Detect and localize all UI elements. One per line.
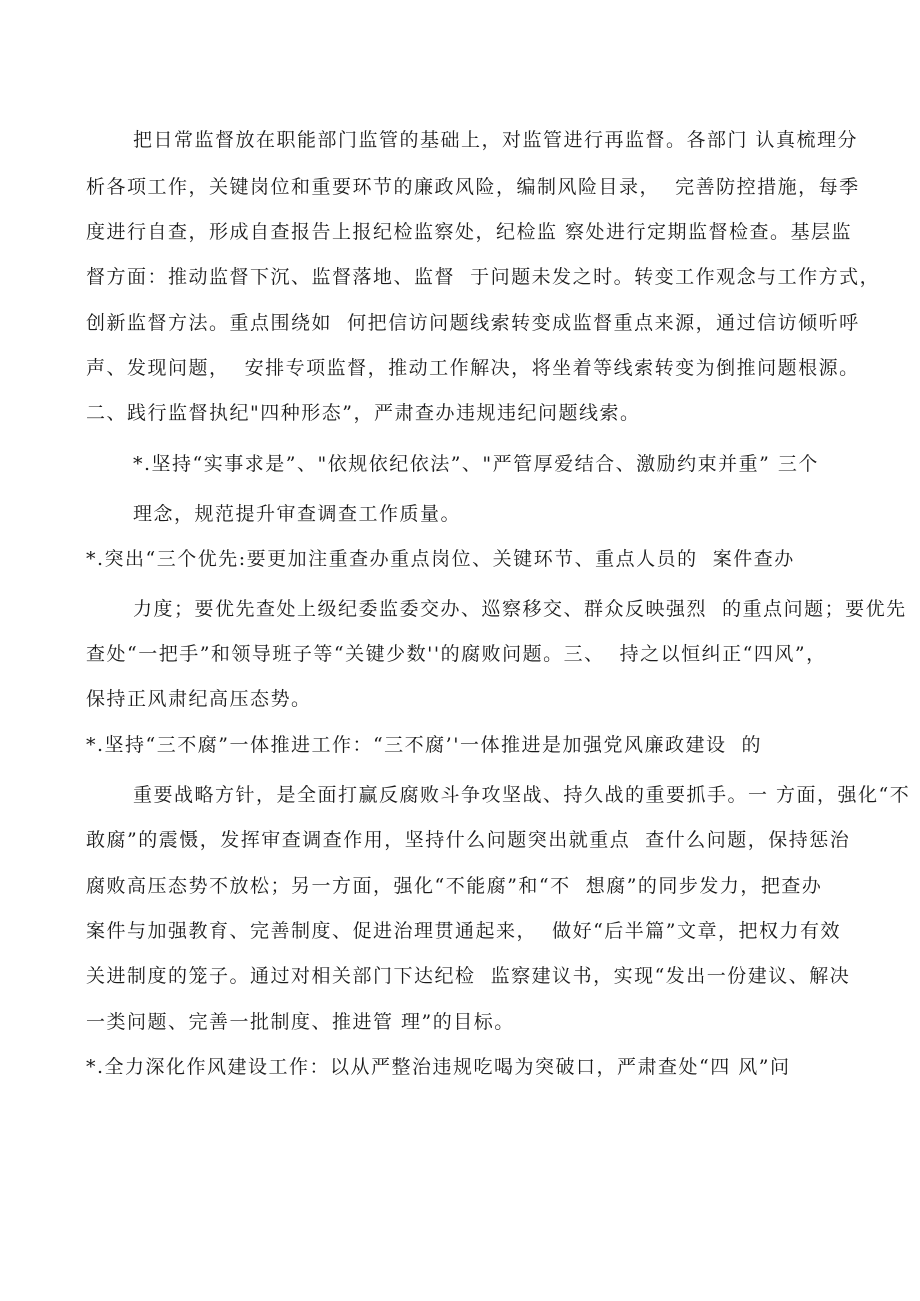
paragraph-1-line-2: 析各项工作，关键岗位和重要环节的廉政风险，编制风险目录， 完善防控措施，每季: [86, 176, 860, 198]
paragraph-4-line-3: 敢腐”的震慑，发挥审查调查作用，坚持什么问题突出就重点 查什么问题，保持惩治: [86, 829, 851, 851]
paragraph-5-line-1: *.全力深化作风建设工作：以从严整治违规吃喝为突破口，严肃查处“四 风”问: [86, 1056, 791, 1078]
section-heading-2: 二、践行监督执纪"四种形态”，严肃查办违规违纪问题线索。: [86, 402, 641, 424]
paragraph-1-line-4: 督方面：推动监督下沉、监督落地、监督 于问题未发之时。转变工作观念与工作方式，: [86, 266, 881, 288]
paragraph-2-line-1: *.坚持“实事求是”、"依规依纪依法”、"严管厚爱结合、激励约束并重” 三个: [133, 453, 819, 475]
paragraph-4-line-6: 关进制度的笼子。通过对相关部门下达纪检 监察建议书，实现“发出一份建议、解决: [86, 965, 851, 987]
paragraph-1-line-5: 创新监督方法。重点围绕如 何把信访问题线索转变成监督重点来源，通过信访倾听呼: [86, 312, 860, 334]
paragraph-4-line-4: 腐败高压态势不放松；另一方面，强化“不能腐”和“不 想腐”的同步发力，把查办: [86, 875, 823, 897]
paragraph-3-line-3: 查处“一把手”和领导班子等“关键少数''的腐败问题。三、 持之以恒纠正“四风”，: [86, 643, 827, 665]
paragraph-4-line-7: 一类问题、完善一批制度、推进管 理”的目标。: [86, 1011, 515, 1033]
paragraph-4-line-2: 重要战略方针，是全面打赢反腐败斗争攻坚战、持久战的重要抓手。一 方面，强化“不: [133, 784, 911, 806]
paragraph-3-line-2: 力度；要优先查处上级纪委监委交办、巡察移交、群众反映强烈 的重点问题；要优先: [133, 598, 907, 620]
paragraph-3-line-4: 保持正风肃纪高压态势。: [86, 688, 312, 710]
paragraph-1-line-3: 度进行自查，形成自查报告上报纪检监察处，纪检监 察处进行定期监督检查。基层监: [86, 221, 853, 243]
paragraph-1-line-1: 把日常监督放在职能部门监管的基础上，对监管进行再监督。各部门 认真梳理分: [133, 129, 859, 151]
paragraph-1-line-6: 声、发现问题， 安排专项监督，推动工作解决，将坐着等线索转变为倒推问题根源。: [86, 357, 860, 379]
paragraph-4-line-5: 案件与加强教育、完善制度、促进治理贯通起来， 做好“后半篇”文章，把权力有效: [86, 920, 842, 942]
paragraph-2-line-2: 理念，规范提升审查调查工作质量。: [133, 503, 462, 525]
paragraph-4-line-1: *.坚持“三不腐”一体推进工作：“三不腐’'一体推进是加强党风廉政建设 的: [86, 734, 763, 756]
paragraph-3-line-1: *.突出“三个优先:要更加注重查办重点岗位、关键环节、重点人员的 案件查办: [86, 548, 795, 570]
